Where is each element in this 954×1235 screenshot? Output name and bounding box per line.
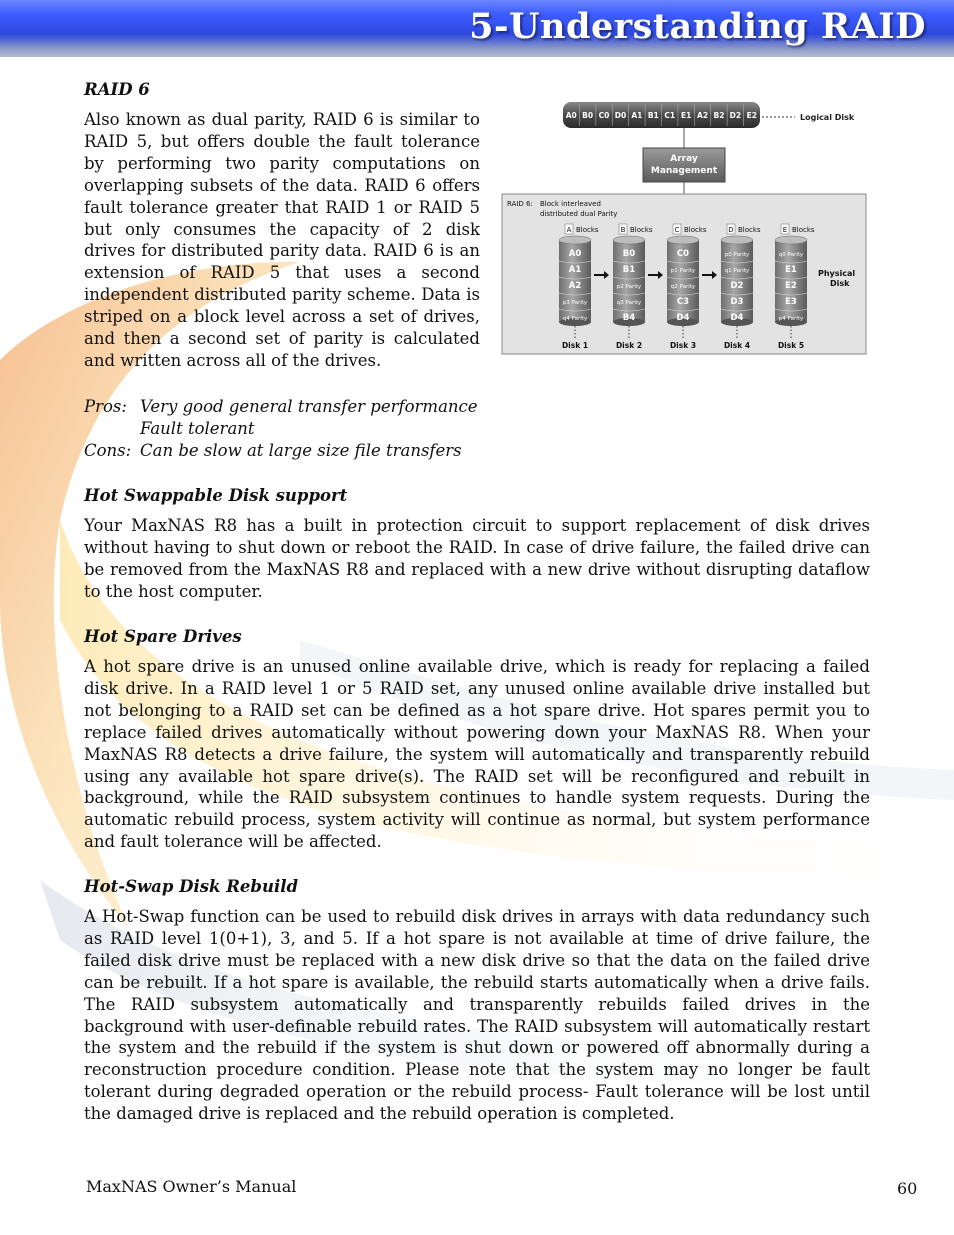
disk-cell: D4 (730, 313, 744, 323)
disk-header-label: Blocks (684, 226, 707, 234)
disk-cell: q3 Parity (616, 300, 642, 306)
disk-cell: D4 (676, 313, 690, 323)
disk-cylinder-top (775, 236, 807, 244)
disk-cell: D3 (730, 297, 744, 307)
hotswap-body: Your MaxNAS R8 has a built in protection circuit to support replacement of disk drives without having to shut down or reboot the RAID. In case of drive failure, the failed drive can be removed from the MaxNAS R8 and replaced with a new drive without disrupting dataflow to the host computer. (84, 516, 870, 601)
array-mgmt-line1: Array (670, 154, 698, 164)
disk-cell: B4 (622, 313, 636, 323)
disk-cylinder-top (559, 236, 591, 244)
array-mgmt-line2: Management (650, 166, 718, 176)
disk-header-letter: D (728, 226, 734, 234)
logical-block: B2 (713, 111, 725, 120)
hotswap-section (84, 486, 870, 603)
hotspare-section (84, 627, 870, 853)
raid-desc-line2: distributed dual Parity (540, 210, 618, 218)
page-header (0, 0, 954, 57)
logical-block: E1 (680, 111, 692, 120)
disk-name: Disk 1 (561, 341, 589, 350)
hotspare-body: A hot spare drive is an unused online available drive, which is ready for replacing a failed disk drive. In a RAID level 1 or 5 RAID set, any unused online available drive installed but not belonging to a RAID set can be defined as a hot spare drive. Hot spares permit you to replace failed drives automatically without powering down your MaxNAS R8. When your MaxNAS R8 detects a drive failure, the system will automatically and transparently rebuild using any available hot spare drive(s). The RAID set will be reconfigured and rebuilt in background, while the RAID subsystem continues to handle system requests. During the automatic rebuild process, system activity will continue as normal, but system performance and fault tolerance will be affected. (84, 657, 870, 852)
disk-cell: E2 (785, 281, 797, 291)
cons-label: Cons: (84, 441, 132, 460)
raid6-body: Also known as dual parity, RAID 6 is similar to RAID 5, but offers double the fault tolerance by performing two parity computations on overlapping subsets of the data. RAID 6 offers fault tolerance greater that RAID 1 or RAID 5 but only consumes the capacity of 2 disk drives for distributed parity data. RAID 6 is an extension of RAID 5 that uses a second independent distributed parity scheme. Data is striped on a block level across a set of drives, and then a second set of parity is calculated and written across all of the drives. (84, 110, 480, 370)
disk-cell: B0 (622, 249, 636, 259)
physical-disk-line1: Physical (818, 269, 856, 278)
disk-header-label: Blocks (576, 226, 599, 234)
disk-cell: C3 (676, 297, 690, 307)
disk-cell: C0 (676, 249, 690, 259)
footer-manual: MaxNAS Owner’s Manual (86, 1177, 297, 1196)
raid6-heading: RAID 6 (84, 80, 150, 99)
disk-cell: p2 Parity (616, 284, 642, 290)
pros-item: Very good general transfer performance (140, 397, 478, 416)
logical-block: B1 (647, 111, 659, 120)
raid-desc-line1: Block interleaved (540, 200, 601, 208)
disk-cell: A2 (568, 281, 582, 291)
disk-name: Disk 5 (777, 341, 805, 350)
disk-header-letter: E (782, 226, 788, 234)
logical-block: E2 (746, 111, 757, 120)
disk-header-label: Blocks (792, 226, 815, 234)
disk-name: Disk 4 (723, 341, 751, 350)
logical-block: C1 (664, 111, 676, 120)
disk-cell: A0 (568, 249, 582, 259)
hotswap-heading: Hot Swappable Disk support (84, 486, 348, 505)
logical-block: A0 (565, 111, 577, 120)
logical-block: D0 (614, 111, 627, 120)
physical-disk-line2: Disk (830, 279, 850, 288)
chapter-title: 5-Understanding RAID (469, 6, 926, 47)
rebuild-body: A Hot-Swap function can be used to rebuild disk drives in arrays with data redundancy such as RAID level 1(0+1), 3, and 5. If a hot spare is not available at time of drive failure, the failed disk drive must be replaced with a new disk drive so that the data on the failed drive can be rebuilt. If a hot spare is available, the rebuild starts automatically when a drive fails. The RAID subsystem automatically and transparently rebuilds failed drives in the background with user-definable rebuild rates. The RAID subsystem will automatically restart the system and the rebuild if the system is shut down or powered off abnormally during a reconstruction procedure condition. Please note that the system may no longer be fault tolerant during degraded operation or the rebuild process- Fault tolerance will be lost until the damaged drive is replaced and the rebuild operation is completed. (84, 907, 870, 1124)
pros-item: Fault tolerant (140, 419, 255, 438)
disk-cell: D2 (730, 281, 744, 291)
raid-label: RAID 6: (507, 200, 533, 208)
logical-block: A1 (631, 111, 643, 120)
disk-cylinder-top (721, 236, 753, 244)
disk-name: Disk 3 (669, 341, 697, 350)
disk-header-label: Blocks (738, 226, 761, 234)
rebuild-heading: Hot-Swap Disk Rebuild (84, 877, 299, 896)
logical-disk-label: Logical Disk (800, 113, 855, 122)
disk-cell: q1 Parity (724, 268, 750, 274)
raid6-section (84, 80, 480, 372)
raid6-diagram (500, 98, 870, 358)
pros-cons (84, 396, 478, 462)
disk-cell: p3 Parity (562, 300, 588, 306)
disk-cell: q0 Parity (778, 252, 804, 258)
page-number: 60 (897, 1179, 918, 1198)
pros-label: Pros: (84, 397, 127, 416)
logical-block: B0 (582, 111, 594, 120)
rebuild-section (84, 877, 870, 1125)
disk-cell: q4 Parity (562, 316, 588, 322)
hotspare-heading: Hot Spare Drives (84, 627, 242, 646)
logical-block: D2 (729, 111, 742, 120)
disk-cell: p0 Parity (724, 252, 750, 258)
disk-cell: E1 (785, 265, 797, 275)
disk-name: Disk 2 (615, 341, 643, 350)
disk-cell: p4 Parity (778, 316, 804, 322)
disk-header-letter: C (674, 226, 680, 234)
disk-cell: q2 Parity (670, 284, 696, 290)
disk-header-label: Blocks (630, 226, 653, 234)
disk-cell: B1 (622, 265, 636, 275)
disk-header-letter: A (566, 226, 572, 234)
disk-cell: E3 (785, 297, 797, 307)
logical-block: C0 (598, 111, 610, 120)
disk-cell: A1 (568, 265, 582, 275)
cons-item: Can be slow at large size file transfers (140, 441, 462, 460)
disk-header-letter: B (620, 226, 626, 234)
disk-cylinder-top (667, 236, 699, 244)
logical-block: A2 (697, 111, 709, 120)
disk-cell: p1 Parity (670, 268, 696, 274)
disk-cylinder-top (613, 236, 645, 244)
